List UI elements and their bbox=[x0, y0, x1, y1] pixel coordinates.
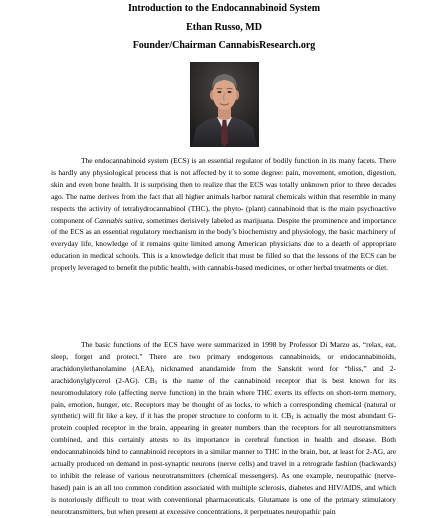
author-portrait bbox=[190, 62, 259, 147]
paragraph2-text-a: The basic functions of the ECS have were summarized in 1998 by Professor Di Marzo as, “relax, eat, sleep, forget and protect.” There are two primary endogenous cannabinoids, or endocannabinoids, arachidonylethanolamine (AEA), nicknamed anandamide from the Sanskrit word for “bliss,” and 2-arachidonylglycerol (2-AG). CB bbox=[51, 340, 396, 385]
author-affiliation: Founder/Chairman CannabisResearch.org bbox=[132, 40, 316, 51]
author-name: Ethan Russo, MD bbox=[186, 22, 262, 33]
paragraph2-text-c: is actually the most abundant G-protein coupled receptor in the brain, appearing in greater numbers than the receptors for all neurotransmitters combined, and this certainly attests to its importance in cerebral function in health and disease. Both endocannabinoids bind to cannabinoid receptors in a similar manner to THC in the brain, but, at least for 2-AG, are actually produced on demand in post-synaptic neurons (nerve cells) and travel in a retrograde fashion (backwards) to inhibit the release of various neurotransmitters (chemical messengers). As one example, neuropathic (nerve-based) pain is an all too common condition associated with multiple sclerosis, diabetes and HIV/AIDS, and which is notoriously difficult to treat with conventional pharmaceuticals. Glutamate is one of the primary stimulatory neurotransmitters, but when present at excessive concentrations, it perpetuates neuropathic pain bbox=[51, 411, 396, 516]
cb1-subscript: 1 bbox=[291, 416, 294, 422]
species-name: Cannabis sativa bbox=[94, 215, 143, 225]
paragraph1-text-b: , sometimes derisively labeled as marijuana. Despite the prominence and importance of the ECS as an essential regulatory mechanism in the body’s biochemistry and physiology, the basic machinery of everyday life, knowledge of it remains quite limited among American physicians due to a dearth of appropriate education in medical schools. This is a knowledge deficit that must be filled so that the lessons of the ECS can be properly leveraged to benefit the public health, with cannabis-based medicines, or other herbal treatments or diet. bbox=[51, 215, 397, 273]
document-title: Introduction to the Endocannabinoid System bbox=[127, 3, 321, 14]
cb1-subscript: 1 bbox=[154, 380, 158, 386]
paragraph-ecs-overview bbox=[51, 155, 396, 274]
paragraph2-text-b: is the name of the cannabinoid receptor that is best known for its neuromodulatory role (affecting nerve function) in the brain where THC exerts its effects on short-term memory, pain, emotion, hunger, etc. Receptors may be thought of as locks, to which a corresponding chemical (natural or synthetic) will fit like a key, if it has the proper structure to conform to it. CB bbox=[51, 375, 396, 421]
paragraph1-text-a: The endocannabinoid system (ECS) is an essential regulator of bodily function in its many facets. There is hardly any physiological process that is not affected by it to some degree: pain, movement, emotion, digestion, skin and even bone health. It is surprising then to realize that the ECS was totally unknown prior to three decades ago. The name derives from the fact that all higher animals harbor natural chemicals within that resemble in many respects the activity of tetrahydrocannabinol (THC), the phyto- (plant) cannabinoid that is the main psychoactive component of bbox=[51, 156, 396, 225]
paragraph-ecs-functions bbox=[51, 339, 396, 518]
